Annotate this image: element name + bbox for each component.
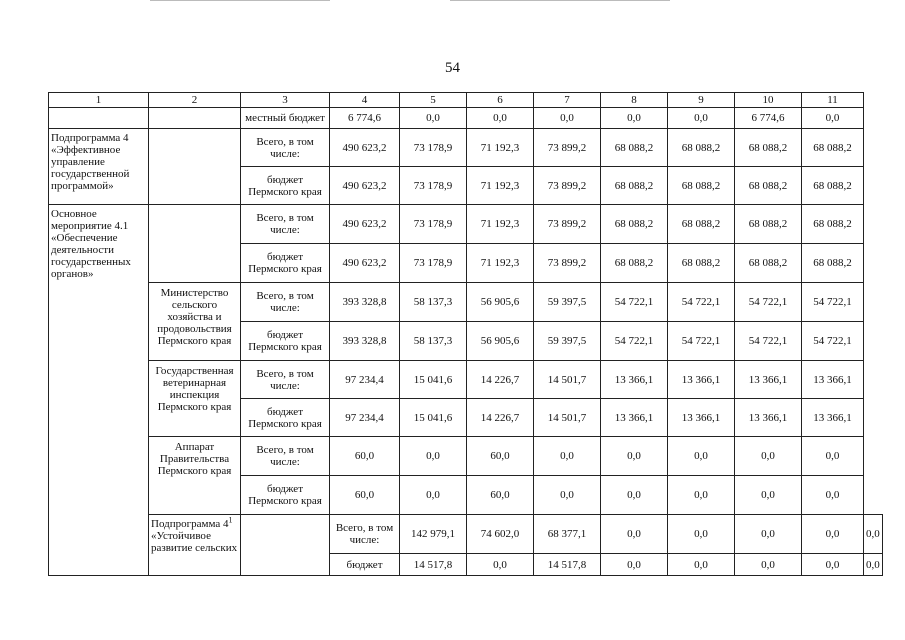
value-cell: 6 774,6 (735, 108, 802, 129)
value-cell: 15 041,6 (400, 399, 467, 437)
value-cell: 13 366,1 (735, 399, 802, 437)
value-cell: 0,0 (864, 554, 883, 576)
value-cell: 68 088,2 (735, 244, 802, 283)
value-cell: 0,0 (534, 476, 601, 515)
value-cell: 68 088,2 (735, 205, 802, 244)
value-cell: 71 192,3 (467, 244, 534, 283)
value-cell: 13 366,1 (802, 361, 864, 399)
value-cell: 68 377,1 (534, 515, 601, 554)
value-cell: 0,0 (601, 554, 668, 576)
value-cell: 60,0 (467, 476, 534, 515)
value-cell: 68 088,2 (802, 129, 864, 167)
value-cell: 54 722,1 (668, 322, 735, 361)
value-cell: 14 226,7 (467, 361, 534, 399)
value-cell: 0,0 (735, 437, 802, 476)
value-cell: 60,0 (330, 476, 400, 515)
value-cell: 73 178,9 (400, 205, 467, 244)
funding-type-cell: бюджет (330, 554, 400, 576)
value-cell: 54 722,1 (735, 283, 802, 322)
value-cell: 0,0 (400, 437, 467, 476)
value-cell: 0,0 (400, 476, 467, 515)
value-cell: 0,0 (735, 476, 802, 515)
value-cell: 14 501,7 (534, 361, 601, 399)
program-cell: Основное мероприятие 4.1 «Обеспечение деятельности государственных органов» (49, 205, 149, 576)
value-cell: 54 722,1 (668, 283, 735, 322)
funding-type-cell: бюджет Пермского края (241, 399, 330, 437)
value-cell: 58 137,3 (400, 283, 467, 322)
value-cell: 13 366,1 (668, 399, 735, 437)
column-number-row (49, 93, 883, 108)
funding-type-cell: бюджет Пермского края (241, 476, 330, 515)
program-title-rest: «Устойчивое развитие сельских (151, 530, 238, 554)
header-cell: 5 (400, 93, 467, 108)
value-cell: 13 366,1 (601, 361, 668, 399)
value-cell: 393 328,8 (330, 322, 400, 361)
header-cell: 2 (149, 93, 241, 108)
top-edge-line-right (450, 0, 670, 1)
value-cell: 0,0 (668, 476, 735, 515)
value-cell: 71 192,3 (467, 205, 534, 244)
header-cell: 8 (601, 93, 668, 108)
executor-cell: Аппарат Правительства Пермского края (149, 437, 241, 515)
value-cell: 54 722,1 (601, 322, 668, 361)
header-cell: 6 (467, 93, 534, 108)
funding-type-cell: бюджет Пермского края (241, 244, 330, 283)
executor-cell (149, 129, 241, 205)
value-cell: 0,0 (601, 476, 668, 515)
value-cell: 60,0 (467, 437, 534, 476)
table-row (49, 283, 883, 322)
program-cell: Подпрограмма 4 «Эффективное управление государственной программой» (49, 129, 149, 205)
value-cell: 68 088,2 (668, 205, 735, 244)
table-row (49, 108, 883, 129)
value-cell: 56 905,6 (467, 283, 534, 322)
value-cell: 59 397,5 (534, 283, 601, 322)
value-cell: 14 226,7 (467, 399, 534, 437)
value-cell: 54 722,1 (802, 283, 864, 322)
funding-type-cell: Всего, в том числе: (330, 515, 400, 554)
value-cell: 68 088,2 (668, 167, 735, 205)
value-cell: 68 088,2 (601, 244, 668, 283)
value-cell: 490 623,2 (330, 205, 400, 244)
value-cell: 0,0 (735, 515, 802, 554)
value-cell: 56 905,6 (467, 322, 534, 361)
value-cell: 73 899,2 (534, 244, 601, 283)
value-cell: 59 397,5 (534, 322, 601, 361)
executor-cell: Государственная ветеринарная инспекция Пермского края (149, 361, 241, 437)
value-cell: 0,0 (534, 437, 601, 476)
value-cell: 13 366,1 (601, 399, 668, 437)
value-cell: 490 623,2 (330, 167, 400, 205)
value-cell: 0,0 (735, 554, 802, 576)
header-cell: 9 (668, 93, 735, 108)
value-cell: 73 178,9 (400, 244, 467, 283)
value-cell: 73 178,9 (400, 167, 467, 205)
value-cell: 0,0 (601, 515, 668, 554)
value-cell: 0,0 (802, 108, 864, 129)
value-cell: 68 088,2 (802, 167, 864, 205)
header-cell: 10 (735, 93, 802, 108)
header-cell: 1 (49, 93, 149, 108)
value-cell: 0,0 (467, 108, 534, 129)
funding-type-cell: Всего, в том числе: (241, 361, 330, 399)
value-cell: 68 088,2 (668, 244, 735, 283)
page-number: 54 (445, 60, 460, 76)
value-cell: 68 088,2 (802, 205, 864, 244)
header-cell: 4 (330, 93, 400, 108)
funding-type-cell: Всего, в том числе: (241, 205, 330, 244)
funding-type-cell: бюджет Пермского края (241, 322, 330, 361)
value-cell: 71 192,3 (467, 129, 534, 167)
value-cell: 0,0 (668, 515, 735, 554)
funding-type-cell: бюджет Пермского края (241, 167, 330, 205)
value-cell: 73 899,2 (534, 167, 601, 205)
table-row (49, 361, 883, 399)
value-cell: 58 137,3 (400, 322, 467, 361)
table-row (49, 205, 883, 244)
table-row (49, 437, 883, 476)
value-cell: 0,0 (802, 476, 864, 515)
value-cell: 60,0 (330, 437, 400, 476)
value-cell: 0,0 (601, 437, 668, 476)
funding-type-cell: местный бюджет (241, 108, 330, 129)
value-cell: 97 234,4 (330, 361, 400, 399)
value-cell: 0,0 (802, 554, 864, 576)
value-cell: 54 722,1 (802, 322, 864, 361)
value-cell: 0,0 (668, 108, 735, 129)
program-superscript: 1 (228, 515, 233, 525)
value-cell: 54 722,1 (601, 283, 668, 322)
value-cell: 0,0 (864, 515, 883, 554)
value-cell: 74 602,0 (467, 515, 534, 554)
executor-cell (149, 205, 241, 283)
value-cell: 54 722,1 (735, 322, 802, 361)
value-cell: 6 774,6 (330, 108, 400, 129)
program-cell (149, 515, 241, 576)
executor-cell (149, 108, 241, 129)
value-cell: 68 088,2 (735, 167, 802, 205)
value-cell: 14 501,7 (534, 399, 601, 437)
value-cell: 68 088,2 (601, 205, 668, 244)
value-cell: 0,0 (802, 515, 864, 554)
value-cell: 0,0 (668, 437, 735, 476)
value-cell: 13 366,1 (735, 361, 802, 399)
value-cell: 68 088,2 (601, 167, 668, 205)
value-cell: 393 328,8 (330, 283, 400, 322)
table-row (49, 129, 883, 167)
header-cell: 3 (241, 93, 330, 108)
value-cell: 68 088,2 (802, 244, 864, 283)
value-cell: 0,0 (601, 108, 668, 129)
value-cell: 73 178,9 (400, 129, 467, 167)
value-cell: 0,0 (534, 108, 601, 129)
executor-cell: Министерство сельского хозяйства и продовольствия Пермского края (149, 283, 241, 361)
header-cell: 11 (802, 93, 864, 108)
funding-type-cell: Всего, в том числе: (241, 129, 330, 167)
value-cell: 15 041,6 (400, 361, 467, 399)
value-cell: 0,0 (400, 108, 467, 129)
value-cell: 97 234,4 (330, 399, 400, 437)
value-cell: 68 088,2 (601, 129, 668, 167)
value-cell: 0,0 (668, 554, 735, 576)
value-cell: 73 899,2 (534, 205, 601, 244)
value-cell: 14 517,8 (400, 554, 467, 576)
value-cell: 68 088,2 (735, 129, 802, 167)
value-cell: 0,0 (467, 554, 534, 576)
table-row (49, 515, 883, 554)
funding-type-cell: Всего, в том числе: (241, 437, 330, 476)
executor-cell (241, 515, 330, 576)
budget-table (48, 92, 883, 576)
value-cell: 490 623,2 (330, 244, 400, 283)
value-cell: 490 623,2 (330, 129, 400, 167)
header-cell: 7 (534, 93, 601, 108)
program-title: Подпрограмма 4 (151, 518, 229, 530)
program-cell (49, 108, 149, 129)
value-cell: 13 366,1 (802, 399, 864, 437)
value-cell: 142 979,1 (400, 515, 467, 554)
value-cell: 14 517,8 (534, 554, 601, 576)
value-cell: 71 192,3 (467, 167, 534, 205)
value-cell: 0,0 (802, 437, 864, 476)
value-cell: 73 899,2 (534, 129, 601, 167)
funding-type-cell: Всего, в том числе: (241, 283, 330, 322)
top-edge-line-left (150, 0, 330, 1)
value-cell: 68 088,2 (668, 129, 735, 167)
value-cell: 13 366,1 (668, 361, 735, 399)
